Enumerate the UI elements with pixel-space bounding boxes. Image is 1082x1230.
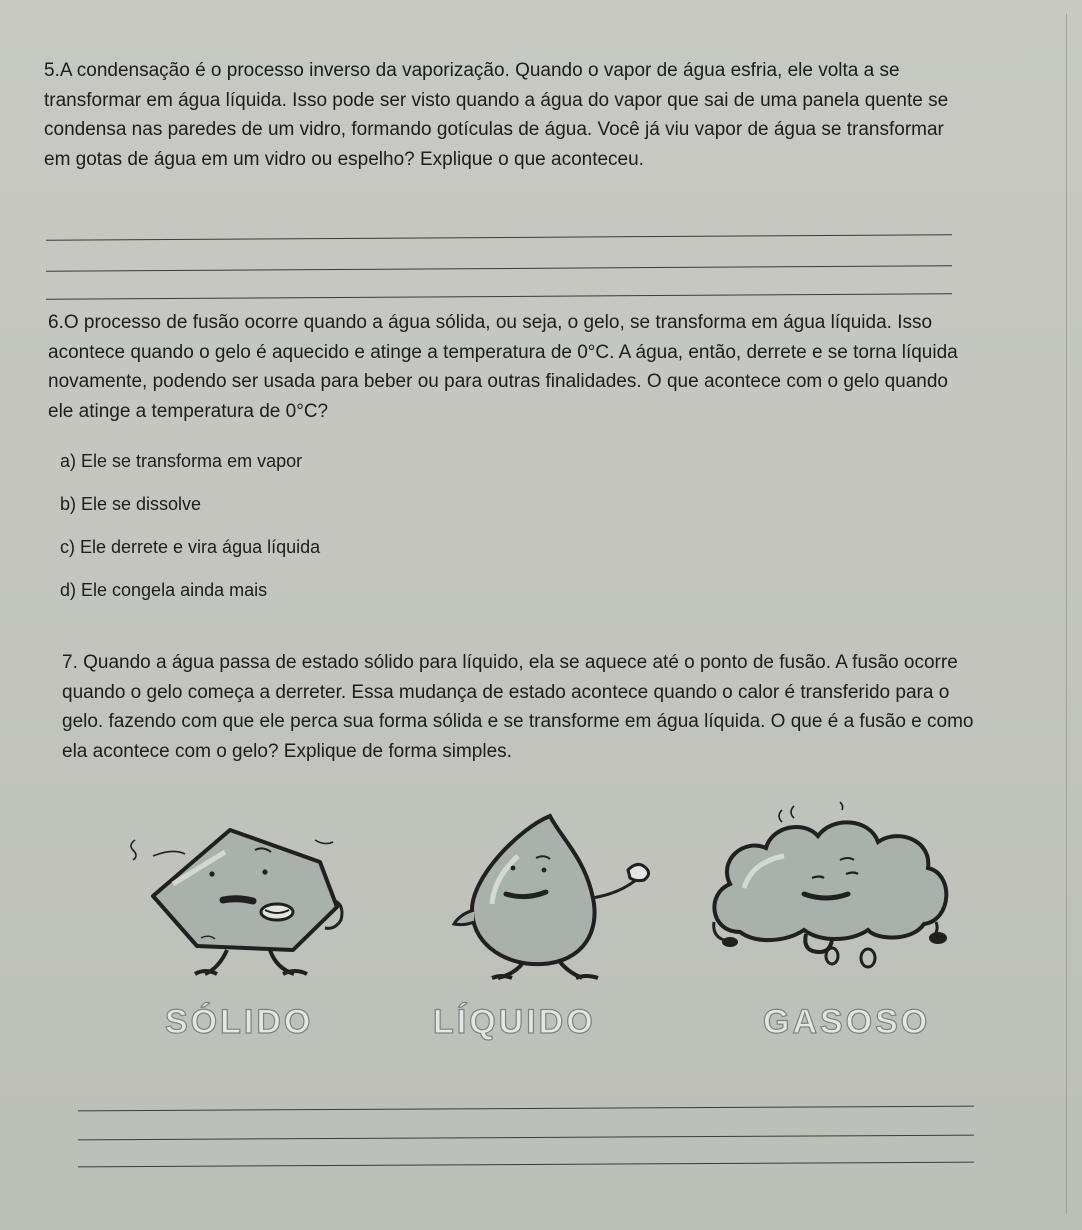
ice-cube-character-icon [115,812,365,1002]
question-5-text: 5.A condensação é o processo inverso da vaporização. Quando o vapor de água esfria, ele volta a se transformar em água líquida. Isso pode ser visto quando a água do vapor que sai de uma panela quente se condensa nas paredes de um vidro, formando gotículas de água. Você já viu vapor de água se transformar em gotas de água em um vidro ou espelho? Explique o que aconteceu. [44,60,949,170]
question-6-option-c[interactable]: c) Ele derrete e vira água líquida [60,537,321,557]
answer-line-q5-2[interactable] [46,265,952,272]
answer-line-q5-3[interactable] [46,293,952,300]
answer-line-q7-2[interactable] [78,1135,974,1141]
answer-line-q7-3[interactable] [78,1162,974,1168]
question-7-text: 7. Quando a água passa de estado sólido para líquido, ela se aquece até o ponto de fusão. A fusão ocorre quando o gelo começa a derreter. Essa mudança de estado acontece quando o calor é transferido para o gelo. fazendo com que ele perca sua forma sólida e se transforme em água líquida. O que é a fusão e como ela acontece com o gelo? Explique de forma simples. [62,652,974,762]
water-drop-character-icon [430,808,670,988]
page-margin-rule [1066,14,1067,1214]
question-6-option-a[interactable]: a) Ele se transforma em vapor [60,451,303,471]
label-solid: SÓLIDO [165,1003,314,1041]
question-6-option-d[interactable]: d) Ele congela ainda mais [60,580,268,600]
answer-line-q7-1[interactable] [78,1106,974,1112]
label-gas: GASOSO [763,1003,931,1041]
label-liquid: LÍQUIDO [433,1003,596,1041]
question-6-option-b[interactable]: b) Ele se dissolve [60,494,202,514]
cloud-character-icon [700,792,970,982]
question-6-text: 6.O processo de fusão ocorre quando a água sólida, ou seja, o gelo, se transforma em água líquida. Isso acontece quando o gelo é aquecido e atinge a temperatura de 0°C. A água, então, derrete e se torna líquida novamente, podendo ser usada para beber ou para outras finalidades. O que acontece com o gelo quando ele atinge a temperatura de 0°C? [48,312,958,422]
answer-line-q5-1[interactable] [46,234,952,241]
